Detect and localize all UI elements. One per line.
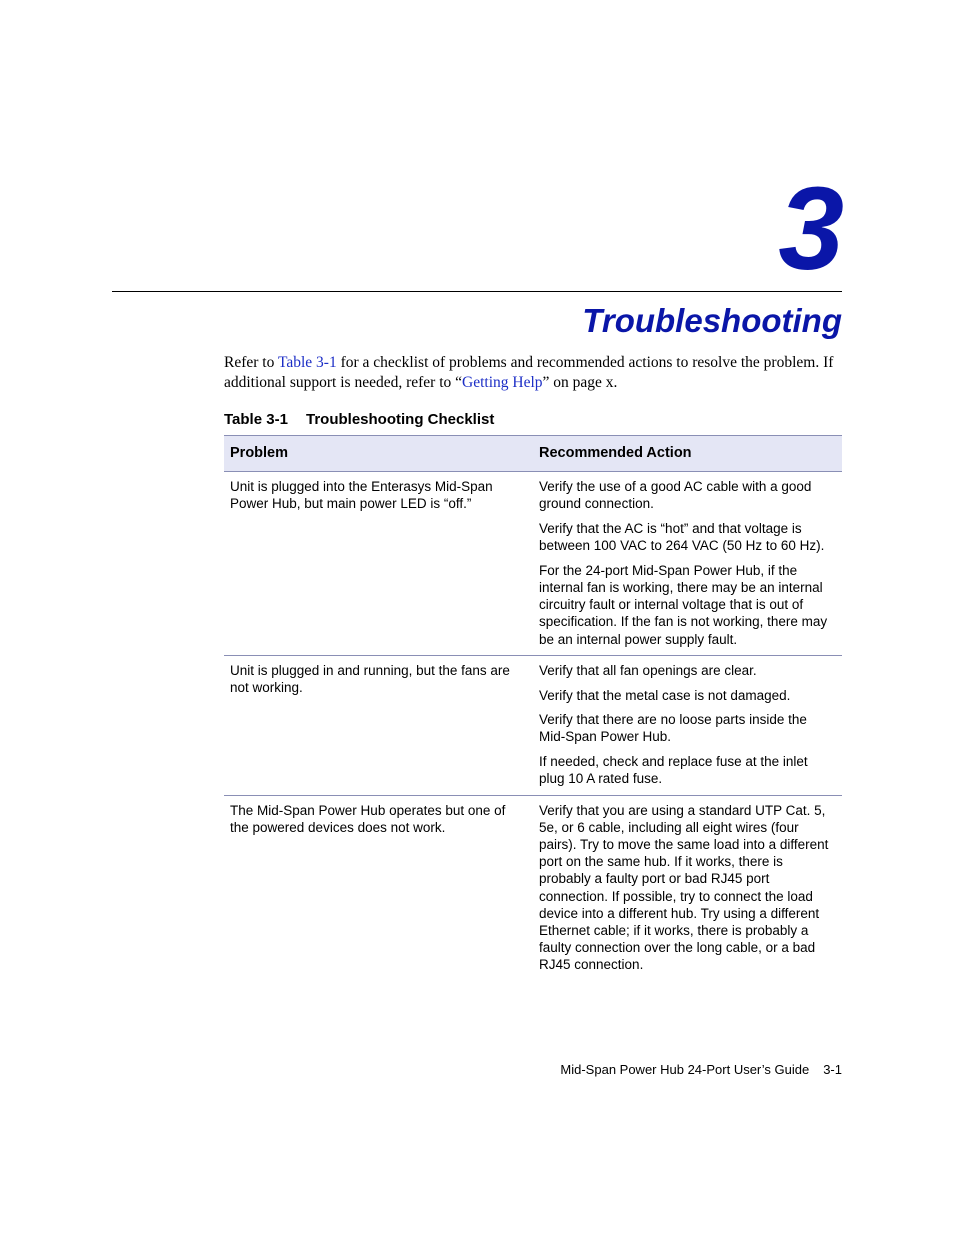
- chapter-divider: [112, 291, 842, 292]
- table-row: [224, 472, 842, 656]
- table-caption-title: Troubleshooting Checklist: [306, 411, 495, 428]
- chapter-number: 3: [778, 163, 842, 295]
- header-recommended-action: Recommended Action: [533, 436, 842, 472]
- getting-help-link[interactable]: Getting Help: [462, 373, 543, 391]
- action-item: For the 24-port Mid-Span Power Hub, if the internal fan is working, there may be an internal circuitry fault or internal voltage that is out of specification. If the fan is not working, there may be an internal power supply fault.: [539, 562, 828, 647]
- table-caption-number: Table 3-1: [224, 411, 288, 428]
- action-item: Verify that there are no loose parts inside the Mid-Span Power Hub.: [539, 712, 807, 745]
- table-header-row: [224, 436, 842, 472]
- footer-page-number: 3-1: [823, 1062, 842, 1077]
- problem-cell: Unit is plugged in and running, but the fans are not working.: [224, 655, 533, 795]
- problem-cell: The Mid-Span Power Hub operates but one of the powered devices does not work.: [230, 802, 506, 835]
- footer-guide-title: Mid-Span Power Hub 24-Port User’s Guide: [560, 1062, 810, 1077]
- page-footer: [560, 1061, 842, 1078]
- intro-text: Refer to: [224, 354, 278, 371]
- header-problem: Problem: [224, 436, 533, 472]
- troubleshooting-table: [224, 435, 842, 981]
- action-item: Verify that the AC is “hot” and that voltage is between 100 VAC to 264 VAC (50 Hz to 60 Hz).: [539, 520, 825, 554]
- table-link[interactable]: Table 3-1: [277, 354, 337, 371]
- action-cell: [533, 795, 842, 981]
- action-cell: [533, 655, 842, 795]
- chapter-title: Troubleshooting: [582, 302, 842, 339]
- intro-text: ” on page x.: [542, 373, 618, 391]
- action-item: Verify the use of a good AC cable with a good ground connection.: [539, 479, 812, 512]
- action-item: Verify that all fan openings are clear.: [539, 662, 757, 678]
- action-cell: [533, 472, 842, 656]
- table-row: [224, 655, 842, 795]
- problem-cell: Unit is plugged into the Enterasys Mid-Span Power Hub, but main power LED is “off.”: [224, 472, 533, 656]
- action-item: Verify that the metal case is not damaged.: [539, 687, 791, 703]
- table-row: [224, 795, 842, 981]
- intro-text: for a checklist of problems and recommended actions to resolve the problem. If additional support is needed, refer to “: [224, 354, 834, 391]
- action-item: If needed, check and replace fuse at the inlet plug 10 A rated fuse.: [539, 754, 808, 787]
- intro-paragraph: [224, 353, 842, 392]
- table-caption: [224, 410, 494, 429]
- action-item: Verify that you are using a standard UTP Cat. 5, 5e, or 6 cable, including all eight wires (four pairs). Try to move the same load into a different port on the same hub. If it works, there is probably a faulty port or bad RJ45 port connection. If possible, try to connect the load device into a different hub. Try using a different Ethernet cable; if it works, there is probably a faulty connection over the long cable, or a bad RJ45 connection.: [539, 802, 829, 973]
